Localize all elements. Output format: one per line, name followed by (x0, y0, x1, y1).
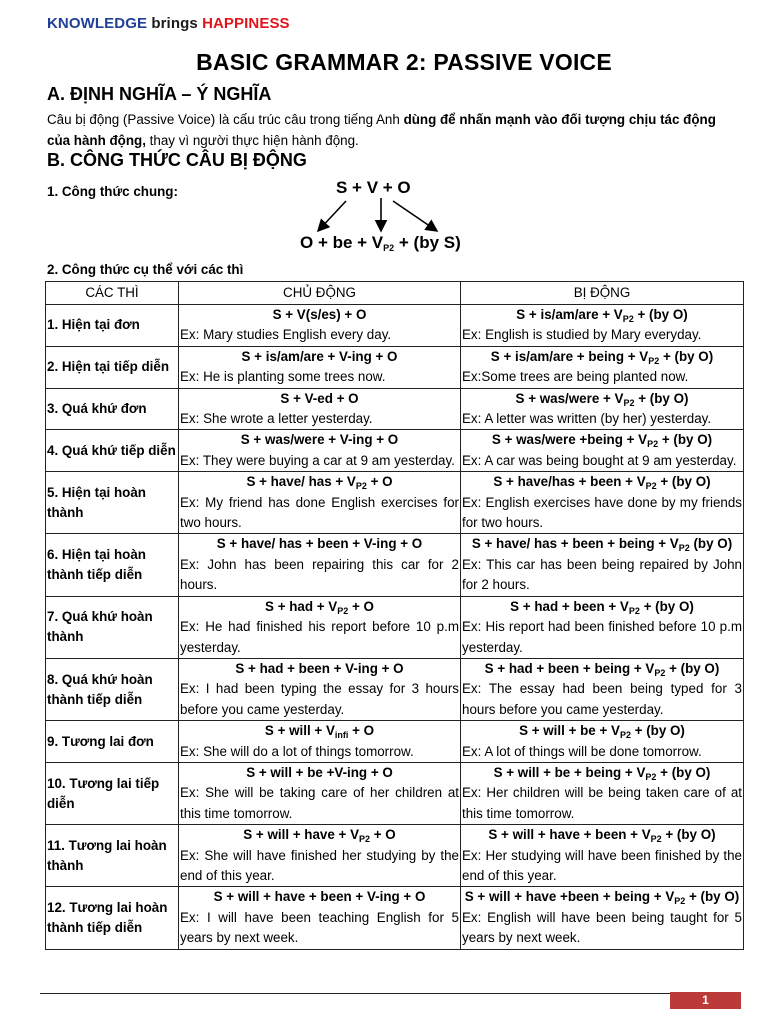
active-formula: S + had + $V_{P2} + O$ (265, 598, 374, 616)
tense-name: 5. Hiện tại hoàn thành (46, 472, 179, 534)
page-number-badge: 1 (670, 992, 741, 1009)
general-formula-label: 1. Công thức chung: (47, 184, 178, 199)
active-example: Ex: She wrote a letter yesterday. (180, 411, 373, 427)
passive-cell (461, 534, 744, 596)
active-cell (179, 305, 461, 347)
tense-name: 11. Tương lai hoàn thành (46, 825, 179, 887)
passive-formula: S + was/were + $V_{P2} + (by$ O) (515, 390, 689, 408)
passive-cell (461, 305, 744, 347)
active-example: Ex: Mary studies English every day. (180, 327, 392, 343)
definition-paragraph (47, 109, 723, 151)
passive-example: Ex: His report had been finished before 10 p.m yesterday. (462, 619, 742, 655)
section-b-heading: B. CÔNG THỨC CÂU BỊ ĐỘNG (47, 150, 307, 170)
brand-happiness: HAPPINESS (202, 15, 290, 32)
tense-name: 1. Hiện tại đơn (46, 305, 179, 347)
active-cell (179, 596, 461, 658)
passive-cell (461, 596, 744, 658)
active-example: Ex: He had finished his report before 10 p.m yesterday. (180, 619, 459, 655)
active-example: Ex: John has been repairing this car for 2 hours. (180, 556, 459, 593)
header-tense: CÁC THÌ (46, 282, 179, 305)
passive-formula: S + have/ has + been + being + $V_{P2}$ (by O) (471, 536, 733, 554)
active-cell (179, 887, 461, 949)
passive-formula: S + had + been + $V_{P2} + (by$ O) (510, 598, 694, 616)
document-title: BASIC GRAMMAR 2: PASSIVE VOICE (196, 49, 612, 75)
table-row (46, 721, 744, 763)
passive-formula: S + will + have + been + $V_{P2} + (by$ O) (488, 827, 716, 845)
active-formula: S + V(s/es) + O (272, 307, 367, 322)
active-cell (179, 658, 461, 720)
tense-name: 6. Hiện tại hoàn thành tiếp diễn (46, 534, 179, 596)
active-example: Ex: She will have finished her studying by the end of this year. (180, 847, 459, 883)
active-cell (179, 346, 461, 388)
header-passive: BỊ ĐỘNG (461, 282, 744, 305)
passive-cell (461, 430, 744, 472)
tense-name: 9. Tương lai đơn (46, 721, 179, 763)
passive-example: Ex: Her studying will have been finished by the end of this year. (462, 847, 742, 883)
active-formula: S + is/am/are + V-ing + O (241, 348, 398, 364)
active-cell (179, 388, 461, 430)
arrow-s-to-o (318, 201, 346, 231)
tense-name: 12. Tương lai hoàn thành tiếp diễn (46, 887, 179, 949)
passive-formula: $S + is/am/are + V_{P2} + (by$ O) (516, 307, 688, 324)
active-example: Ex: My friend has done English exercises for two hours. (180, 494, 459, 531)
passive-example: Ex: Her children will be being taken care of at this time tomorrow. (462, 785, 742, 821)
active-cell (179, 762, 461, 824)
active-cell (179, 825, 461, 887)
table-row (46, 887, 744, 949)
passive-cell (461, 721, 744, 763)
specific-formula-label: 2. Công thức cụ thể với các thì (47, 262, 244, 277)
active-example: Ex: I will have been teaching English for 5 years by next week. (180, 909, 459, 946)
active-example: Ex: She will do a lot of things tomorrow. (180, 743, 414, 759)
passive-formula: S + was/were +being + $V_{P2} + (by$ O) (491, 432, 713, 450)
passive-example: Ex: The essay had been being typed for 3 hours before you came yesterday. (462, 681, 742, 717)
passive-cell (461, 388, 744, 430)
section-a-heading: A. ĐỊNH NGHĨA – Ý NGHĨA (47, 84, 272, 104)
tense-name: 7. Quá khứ hoàn thành (46, 596, 179, 658)
passive-cell (461, 346, 744, 388)
active-formula: S + will + be +V-ing + O (246, 764, 393, 780)
passive-cell (461, 762, 744, 824)
passive-example: Ex: A car was being bought at 9 am yesterday. (462, 452, 737, 468)
passive-formula: S + have/has + been + $V_{P2} + (by$ O) (493, 474, 711, 492)
passive-example: Ex:Some trees are being planted now. (462, 369, 689, 385)
active-formula: S + V-ed + O (280, 390, 359, 406)
brand-knowledge: KNOWLEDGE (47, 15, 148, 32)
arrow-o-to-s (393, 201, 437, 231)
passive-formula: S + is/am/are + being + $V_{P2} + (by$ O) (490, 348, 714, 366)
passive-formula: S + had + been + being + $V_{P2} + (by$ O) (484, 660, 720, 678)
active-example: Ex: He is planting some trees now. (180, 369, 386, 385)
passive-formula: S + will + be + $V_{P2} + (by$ O) (519, 723, 685, 741)
tense-name: 10. Tương lai tiếp diễn (46, 762, 179, 824)
table-row (46, 472, 744, 534)
passive-cell (461, 658, 744, 720)
passive-example: Ex: A lot of things will be done tomorrow. (462, 743, 702, 759)
tense-name: 4. Quá khứ tiếp diễn (46, 430, 179, 472)
passive-example: Ex: This car has been being repaired by John for 2 hours. (462, 556, 742, 593)
tense-name: 8. Quá khứ hoàn thành tiếp diễn (46, 658, 179, 720)
active-formula: S + have/ has + been + V-ing + O (216, 536, 423, 552)
active-example: Ex: I had been typing the essay for 3 hours before you came yesterday. (180, 681, 459, 717)
general-active-formula: S + V + O (336, 178, 411, 197)
active-formula: S + had + been + V-ing + O (235, 660, 404, 676)
table-row (46, 825, 744, 887)
passive-cell (461, 472, 744, 534)
passive-example: Ex: English is studied by Mary everyday. (462, 327, 702, 343)
table-row (46, 534, 744, 596)
active-formula: S + was/were + V-ing + O (240, 432, 399, 448)
table-header-row (46, 282, 744, 305)
active-formula: S + will + $V_{infi} + O$ (264, 723, 375, 741)
definition-text-2: thay vì người thực hiện hành động. (145, 133, 359, 148)
active-cell (179, 472, 461, 534)
active-example: Ex: She will be taking care of her children at this time tomorrow. (180, 785, 459, 821)
passive-cell (461, 887, 744, 949)
table-row (46, 762, 744, 824)
active-example: Ex: They were buying a car at 9 am yesterday. (180, 452, 455, 468)
table-row (46, 430, 744, 472)
passive-example: Ex: A letter was written (by her) yesterday. (462, 411, 712, 427)
active-cell (179, 430, 461, 472)
active-formula: S + will + have + been + V-ing + O (213, 889, 426, 905)
active-cell (179, 721, 461, 763)
passive-cell (461, 825, 744, 887)
passive-formula: S + will + have +been + being + $V_{P2} + (by$ O) (464, 889, 740, 907)
passive-example: Ex: English exercises have done by my friends for two hours. (462, 494, 742, 531)
footer-divider (40, 993, 670, 994)
definition-text-bold: dùng để nhấn mạnh vào đối tượng chịu tác động của hành động, (47, 112, 716, 148)
tense-name: 3. Quá khứ đơn (46, 388, 179, 430)
table-row (46, 305, 744, 347)
table-row (46, 596, 744, 658)
passive-example: Ex: English will have been being taught for 5 years by next week. (462, 909, 742, 946)
definition-text-1: Câu bị động (Passive Voice) là cấu trúc câu trong tiếng Anh (47, 112, 404, 127)
table-row (46, 346, 744, 388)
passive-formula: S + will + be + being + $V_{P2} + (by$ O) (493, 764, 711, 782)
brand-brings: brings (147, 15, 203, 32)
active-formula: S + have/ has + $V_{P2} + O$ (246, 474, 393, 492)
tense-name: 2. Hiện tại tiếp diễn (46, 346, 179, 388)
table-row (46, 388, 744, 430)
brand-slogan (47, 15, 290, 32)
header-active: CHỦ ĐỘNG (179, 282, 461, 305)
table-row (46, 658, 744, 720)
active-formula: S + will + have + $V_{P2} + O$ (243, 827, 396, 845)
general-passive-formula: O + be + $V_{P2} + (by$ S) (300, 233, 461, 253)
tense-formula-table (45, 281, 744, 950)
active-cell (179, 534, 461, 596)
